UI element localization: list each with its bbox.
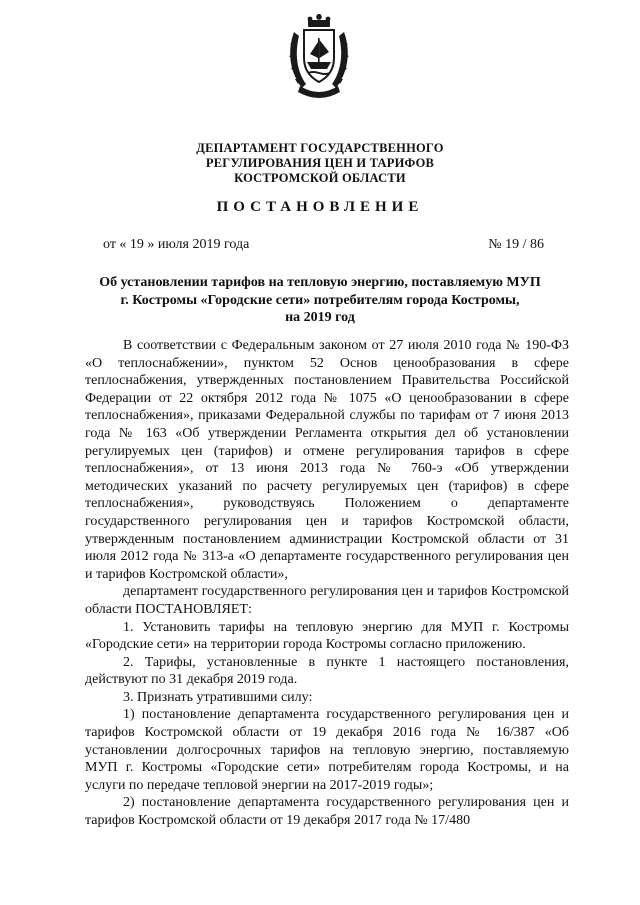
document-date: от « 19 » июля 2019 года xyxy=(103,237,250,252)
coat-of-arms-emblem xyxy=(286,14,352,100)
department-line: РЕГУЛИРОВАНИЯ ЦЕН И ТАРИФОВ xyxy=(205,156,435,170)
department-name xyxy=(120,141,520,186)
body-paragraph-item-1: 1. Установить тарифы на тепловую энергию для МУП г. Костромы «Городские сети» на территории города Костромы согласно приложению. xyxy=(85,619,569,653)
body-paragraph-subitem-1: 1) постановление департамента государственного регулирования цен и тарифов Костромской области от 19 декабря 2016 года № 16/387 «Об установлении долгосрочных тарифов на тепловую энергию, поставляемую МУП г. Костромы «Городские сети» потребителям города Костромы, и на услуги по передаче тепловой энергии на 2017-2019 годы»; xyxy=(85,707,569,793)
body-paragraph-resolution: департамент государственного регулирования цен и тарифов Костромской области ПОСТАНОВЛЯЕТ: xyxy=(85,584,569,617)
body-paragraph-preamble: В соответствии с Федеральным законом от 27 июля 2010 года № 190-ФЗ «О теплоснабжении», пунктом 52 Основ ценообразования в сфере теплоснабжения, утвержденных постановлением Правительства Российской Федерации от 22 октября 2012 года № 1075 «О ценообразовании в сфере теплоснабжения», приказами Федеральной службы по тарифам от 7 июня 2013 года № 163 «Об утверждении Регламента открытия дел об установлении регулируемых цен (тарифов) и отмене регулирования тарифов в сфере теплоснабжения», от 13 июня 2013 года № 760-э «Об утверждении методических указаний по расчету регулируемых цен (тарифов) в сфере теплоснабжения», руководствуясь Положением о департаменте государственного регулирования цен и тарифов Костромской области, утвержденным постановлением администрации Костромской области от 31 июля 2012 года № 313-а «О департаменте государственного регулирования цен и тарифов Костромской области», xyxy=(85,338,569,582)
title-line: г. Костромы «Городские сети» потребителям города Костромы, xyxy=(120,292,520,308)
document-type-heading: ПОСТАНОВЛЕНИЕ xyxy=(216,199,424,215)
title-line: Об установлении тарифов на тепловую энергию, поставляемую МУП xyxy=(99,275,541,290)
document-body xyxy=(85,337,569,830)
department-line: КОСТРОМСКОЙ ОБЛАСТИ xyxy=(234,171,406,185)
body-paragraph-item-3: 3. Признать утратившими силу: xyxy=(123,689,313,705)
title-line: на 2019 год xyxy=(285,310,355,325)
body-paragraph-subitem-2: 2) постановление департамента государственного регулирования цен и тарифов Костромской области от 19 декабря 2017 года № 17/480 xyxy=(85,795,569,829)
body-paragraph-item-2: 2. Тарифы, установленные в пункте 1 настоящего постановления, действуют по 31 декабря 2019 года. xyxy=(85,654,569,688)
department-line: ДЕПАРТАМЕНТ ГОСУДАРСТВЕННОГО xyxy=(196,141,444,155)
document-number: № 19 / 86 xyxy=(488,237,544,252)
document-title xyxy=(80,274,560,327)
